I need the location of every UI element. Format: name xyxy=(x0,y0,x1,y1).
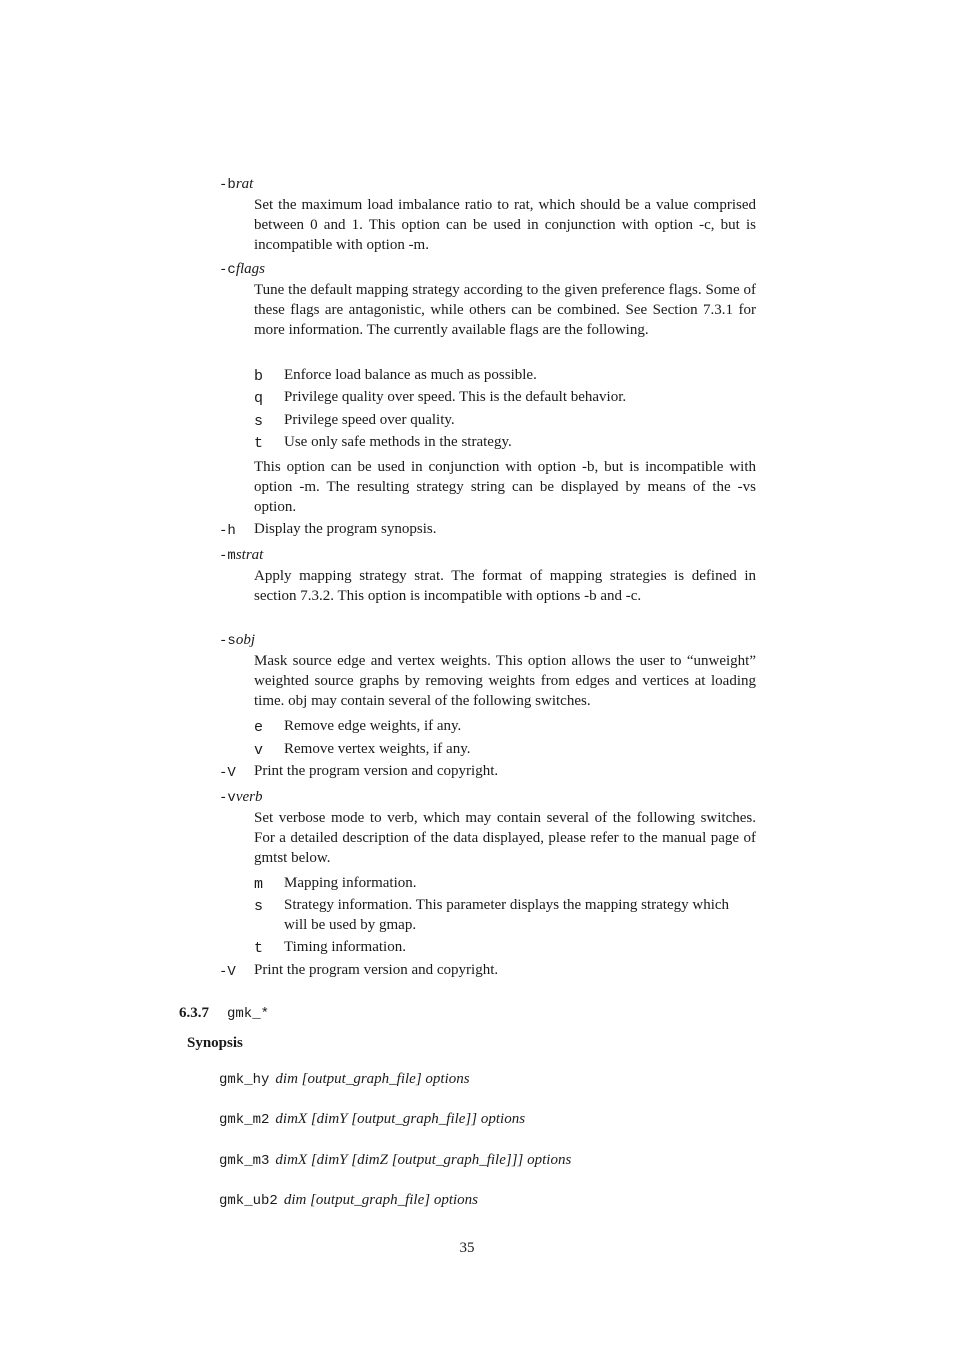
option-arg: strat xyxy=(235,547,264,563)
option-V xyxy=(219,764,236,781)
option-V-second-description: Print the program version and copyright. xyxy=(254,962,499,978)
synopsis-line xyxy=(219,1111,525,1128)
command-args: dim [output_graph_file] options xyxy=(283,1192,478,1208)
option-flag: -s xyxy=(219,633,236,649)
option-b xyxy=(219,176,253,193)
flag-key: s xyxy=(254,898,264,915)
flag-description: Remove edge weights, if any. xyxy=(284,718,462,734)
option-flag: -v xyxy=(219,790,236,806)
option-flag: -V xyxy=(219,765,236,781)
flag-key: q xyxy=(254,390,264,407)
synopsis-line xyxy=(219,1071,470,1088)
option-flag: -m xyxy=(219,548,236,564)
option-s-description: Mask source edge and vertex weights. This option allows the user to “unweight” weighted source graphs by removing weights from edges and vertices at loading time. obj may contain several of the following switches. xyxy=(254,653,756,709)
option-arg: rat xyxy=(235,176,254,192)
option-h-description: Display the program synopsis. xyxy=(254,521,437,537)
option-arg: obj xyxy=(235,632,255,648)
section-name: gmk_* xyxy=(227,1006,270,1022)
flag-description: Use only safe methods in the strategy. xyxy=(284,434,512,450)
synopsis-line xyxy=(219,1152,571,1169)
flag-key: t xyxy=(254,940,264,957)
option-V-description: Print the program version and copyright. xyxy=(254,763,499,779)
flag-description: Timing information. xyxy=(284,939,406,955)
option-m-description: Apply mapping strategy strat. The format of mapping strategies is defined in section 7.3.2. This option is incompatible with options -b and -c. xyxy=(254,568,756,604)
flag-description: Mapping information. xyxy=(284,875,417,891)
option-flag: -V xyxy=(219,964,236,980)
option-c-note: This option can be used in conjunction with option -b, but is incompatible with option -m. The resulting strategy string can be displayed by means of the -vs option. xyxy=(254,459,756,515)
command-name: gmk_hy xyxy=(219,1072,270,1088)
option-v-description: Set verbose mode to verb, which may contain several of the following switches. For a detailed description of the data displayed, please refer to the manual page of gmtst below. xyxy=(254,810,756,866)
command-args: dimX [dimY [output_graph_file]] options xyxy=(275,1111,526,1127)
command-args: dimX [dimY [dimZ [output_graph_file]]] options xyxy=(275,1152,572,1168)
option-b-description: Set the maximum load imbalance ratio to rat, which should be a value comprised between 0 and 1. This option can be used in conjunction with option -c, but is incompatible with option -m. xyxy=(254,197,756,253)
page-number: 35 xyxy=(459,1240,475,1256)
option-m xyxy=(219,547,263,564)
synopsis-heading: Synopsis xyxy=(187,1035,243,1051)
flag-key: m xyxy=(254,876,264,893)
flag-description: Strategy information. This parameter displays the mapping strategy which will be used by gmap. xyxy=(284,897,730,933)
flag-description: Enforce load balance as much as possible. xyxy=(284,367,537,383)
flag-key: t xyxy=(254,435,264,452)
option-s xyxy=(219,632,255,649)
command-args: dim [output_graph_file] options xyxy=(275,1071,470,1087)
option-flag: -h xyxy=(219,523,236,539)
option-arg: flags xyxy=(235,261,265,277)
command-name: gmk_m3 xyxy=(219,1153,270,1169)
option-v xyxy=(219,789,262,806)
flag-key: s xyxy=(254,413,264,430)
synopsis-line xyxy=(219,1192,478,1209)
command-name: gmk_m2 xyxy=(219,1112,270,1128)
flag-key: v xyxy=(254,742,264,759)
option-arg: verb xyxy=(235,789,263,805)
flag-description: Remove vertex weights, if any. xyxy=(284,741,471,757)
command-name: gmk_ub2 xyxy=(219,1193,278,1209)
option-h xyxy=(219,522,236,539)
option-V-second xyxy=(219,963,236,980)
option-c xyxy=(219,261,265,278)
flag-key: b xyxy=(254,368,264,385)
option-c-description: Tune the default mapping strategy according to the given preference flags. Some of these flags are antagonistic, while others can be combined. See Section 7.3.1 for more information. The currently available flags are the following. xyxy=(254,282,756,338)
section-number: 6.3.7 xyxy=(179,1005,209,1021)
flag-description: Privilege quality over speed. This is the default behavior. xyxy=(284,389,627,405)
option-flag: -b xyxy=(219,177,236,193)
section-heading xyxy=(179,1005,269,1022)
option-flag: -c xyxy=(219,262,236,278)
flag-description: Privilege speed over quality. xyxy=(284,412,455,428)
flag-key: e xyxy=(254,719,264,736)
